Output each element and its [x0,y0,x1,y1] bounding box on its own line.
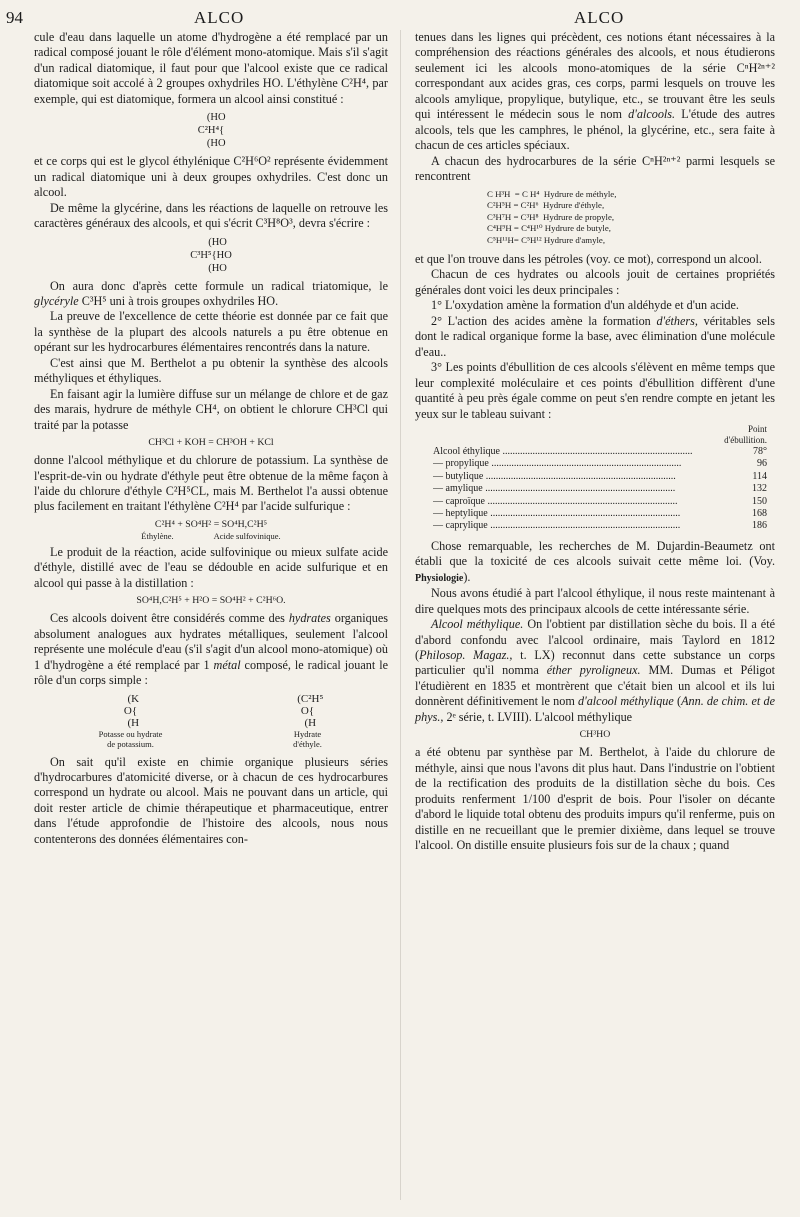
formula-methyl-chloride-reaction: CH³Cl + KOH = CH³OH + KCl [148,437,274,449]
paragraph: C'est ainsi que M. Berthelot a pu obtenir la synthèse des alcools méthyliques et éthyliques. [34,355,388,386]
term-alcool-methylique: d'alcool méthylique [578,694,674,709]
table-row [415,520,775,532]
table-row [415,446,775,458]
caption-ethyl-hydrate: Hydrate d'éthyle. [293,728,322,749]
formula-ethylene-glycol: (HO C²H⁴{ (HO [197,112,226,150]
section-title-methyl-alcohol: Alcool méthylique. [431,617,524,632]
alcohol-name: Alcool éthylique ..... [433,446,727,458]
column-divider [400,30,401,1200]
cross-reference-physiologie: Physiologie [415,572,464,584]
formula-glycerine: (HO C³H⁵{HO (HO [190,236,232,274]
table-row [415,471,775,483]
formula-text: (C²H⁵ O{ (H [297,692,324,729]
paragraph: 3° Les points d'ébullition de ces alcools s'élèvent en même temps que leur complexité moléculaire et ces points d'ébullition diffèrent d'une quantité à peu près égale comme on peut s'en rendre compte en jetant les yeux sur le tableau suivant : [415,360,775,421]
alcohol-name: — caproïque ..... [433,496,727,508]
paragraph: et ce corps qui est le glycol éthylénique C²H⁶O² représente évidemment un radical diatomique uni à deux groupes oxhydriles. C'est donc un alcool. [34,154,388,200]
text: On aura donc d'après cette formule un radical triatomique, le [50,278,388,293]
alcohol-name: — caprylique ..... [433,520,727,532]
term-alcools: d'alcools. [628,107,676,122]
alcohol-name: — amylique ..... [433,483,727,495]
hydrate-formulas [34,693,388,749]
citation: Ann. de chim. et de phys., [415,694,775,724]
paragraph [415,314,775,360]
boiling-point: 78° [753,446,767,458]
formula-text: (K O{ (H [123,692,140,729]
caption-sulfovinic-acid: Acide sulfovinique. [213,530,281,541]
text: On l'obtient par distillation sèche du bois. Il a été d'abord confondu avec l'alcool ordinaire, mais Taylord en 1812 ( [415,617,775,663]
text: 2ᵉ série, t. LVIII). L'alcool méthylique [443,709,633,724]
text: composé, le radical jouant le rôle d'un corps simple : [34,657,389,688]
paragraph: En faisant agir la lumière diffuse sur un mélange de chlore et de gaz des marais, hydrure de méthyle CH⁴, on obtient le chlorure CH³Cl qui traité par la potasse [34,386,388,432]
formula-sulfovinic: C²H⁴ + SO⁴H² = SO⁴H,C²H⁵ [154,518,268,530]
text: ( [673,694,682,709]
formula-methanol: CH³HO [579,729,611,741]
paragraph [34,611,388,688]
term-ether-pyroligneux: éther pyroligneux. [546,663,641,678]
term-metal: métal [213,657,241,672]
text: L'étude des autres alcools, tels que les camphres, le phénol, la glycérine, etc., sera faite à chacun de ces articles spéciaux. [415,107,775,153]
text: tenues dans les lignes qui précèdent, ces notions étant nécessaires à la compréhension des réactions générales des alcools, et nous étudierons seulement ici les alcools mono-atomiques de la série CⁿH²ⁿ⁺² correspondant aux acides gras, ces corps, parmi lesquels on trouve les alcools amylique, propylique, butylique, etc., se trouvant être les seuls qui intéressent le médecin sous le nom [415,30,775,122]
text: t. LX) reconnut dans cette substance un corps particulier qu'il nomma [415,648,775,678]
boiling-point: 168 [752,508,767,520]
paragraph [415,30,775,154]
boiling-point: 150 [752,495,767,507]
text: C³H⁵ uni à trois groupes oxhydriles HO. [78,293,279,308]
table-row [415,483,775,495]
alcohol-name: — heptylique ..... [433,508,727,520]
paragraph [34,279,388,310]
boiling-point-table [415,424,775,533]
term-glyceryle: glycéryle [34,293,79,308]
paragraph: Nous avons étudié à part l'alcool éthylique, il nous reste maintenant à dire quelques mots des principaux alcools de cette intéressante série. [415,586,775,616]
left-column [34,30,388,847]
paragraph [415,617,775,725]
formula-captions [34,531,388,541]
paragraph: a été obtenu par synthèse par M. Berthelot, à l'aide du chlorure de méthyle, ainsi que nous l'avons dit plus haut. Dans l'industrie on l'obtient de la rectification des produits de la distillation sèche du bois. Ces produits renferment 1/100 d'esprit de bois. Pour l'isoler on décante d'abord le liquide total obtenu des produits impurs qu'il renferme, puis on distille en ne recueillant que le premier dixième, dans lequel se trouve l'alcool. On distille ensuite plusieurs fois sur de la chaux ; quand [415,745,775,853]
paragraph: cule d'eau dans laquelle un atome d'hydrogène a été remplacé par un radical composé jouant le rôle d'élément mono-atomique. Mais s'il s'agit d'un radical diatomique, il faut pour que l'alcool existe que ce radical diatomique soit accolé à 2 groupes oxhydriles HO. L'éthylène C²H⁴, par exemple, qui est diatomique, formera un alcool ainsi constitué : [34,30,388,106]
text: organiques absolument analogues aux hydrates métalliques, seulement l'alcool représente une molécule d'eau (s'il s'agit d'un alcool mono-atomique) où 1 d'hydrogène a été remplacé par 1 [34,611,388,672]
text: Ces alcools doivent être considérés comme des [50,611,289,626]
formula-potash [99,693,163,749]
formula-ethyl-hydrate [292,693,324,749]
running-head-left: ALCO [194,8,245,27]
text: 2° L'action des acides amène la formation [431,313,657,328]
page-number: 94 [6,8,23,27]
text: Chose remarquable, les recherches de M. Dujardin-Beaumetz ont établi que la toxicité de ces alcools suivait cette même loi. (Voy. [415,538,775,569]
boiling-point: 186 [752,520,767,532]
alcohol-name: — propylique ..... [433,458,727,470]
right-column [415,30,775,853]
paragraph: On sait qu'il existe en chimie organique plusieurs séries d'hydrocarbures d'atomicité diverse, or à chacun de ces hydrocarbures correspond un hydrate ou alcool. Mais ne pouvant dans un article, qui doit rester article de chimie thérapeutique et pharmaceutique, entrer dans l'étude approfondie de l'histoire des alcools, nous nous contenterons des données élémentaires con- [34,754,388,846]
table-row [415,496,775,508]
alcohol-name: — butylique ..... [433,471,727,483]
boiling-point: 96 [757,458,767,470]
paragraph: donne l'alcool méthylique et du chlorure de potassium. La synthèse de l'esprit-de-vin ou hydrate d'éthyle peut être obtenue de la même façon à l'aide du chlorure d'éthyle C²H⁵CL, mais M. Berthelot l'a aussi obtenue plus facilement en traitant l'éthylène C²H⁴ par l'acide sulfurique : [34,453,388,514]
paragraph: Le produit de la réaction, acide sulfovinique ou mieux sulfate acide d'éthyle, distillé avec de l'eau se dédouble en acide sulfurique et en alcool qui passe à la distillation : [34,544,388,590]
text: véritables sels dont le radical organique forme la base, avec élimination d'une molécule d'eau.. [415,313,775,359]
table-row [415,508,775,520]
text: ). [463,569,471,584]
paragraph: Chacun de ces hydrates ou alcools jouit de certaines propriétés générales dont voici les deux principales : [415,267,775,297]
text: MM. Dumas et Péligot l'étudièrent en 1835 et montrèrent que c'était bien un alcool et ils lui donnèrent définitivement le nom [415,663,775,709]
paragraph: 1° L'oxydation amène la formation d'un aldéhyde et d'un acide. [431,298,739,313]
term-ethers: d'éthers, [656,313,698,328]
running-head-right: ALCO [574,8,625,27]
paragraph: La preuve de l'excellence de cette théorie est donnée par ce fait que la synthèse de la plupart des alcools naturels a pu être obtenue en opérant sur les hydrocarbures élémentaires rencontrés dans la nature. [34,309,388,355]
paragraph [415,539,775,586]
formula-distillation: SO⁴H,C²H⁵ + H²O = SO⁴H² + C²H⁶O. [136,595,286,607]
paragraph: et que l'on trouve dans les pétroles (voy. ce mot), correspond un alcool. [415,252,762,267]
table-header: Point d'ébullition. [724,424,767,446]
paragraph: De même la glycérine, dans les réactions de laquelle on retrouve les caractères généraux des alcools, et qui s'écrit C³H⁸O³, devra s'écrire : [34,200,388,231]
term-hydrates: hydrates [288,611,331,626]
citation: Philosop. Magaz., [419,648,513,663]
paragraph: A chacun des hydrocarbures de la série CⁿH²ⁿ⁺² parmi lesquels se rencontrent [415,153,775,184]
caption-potash: Potasse ou hydrate de potassium. [98,728,163,749]
boiling-point: 114 [752,470,767,482]
caption-ethylene: Éthylène. [141,530,174,541]
boiling-point: 132 [752,483,767,495]
page-header [0,6,800,30]
table-row [415,458,775,470]
hydride-list: C H³H = C H⁴ Hydrure de méthyle, C²H⁵H = C²H⁶ Hydrure d'éthyle, C³H⁷H = C³H⁸ Hydrure de propyle, C⁴H⁹H = C⁴H¹⁰ Hydrure de butyle, C⁵H¹¹H= C⁵H¹² Hydrure d'amyle, [487,188,617,245]
